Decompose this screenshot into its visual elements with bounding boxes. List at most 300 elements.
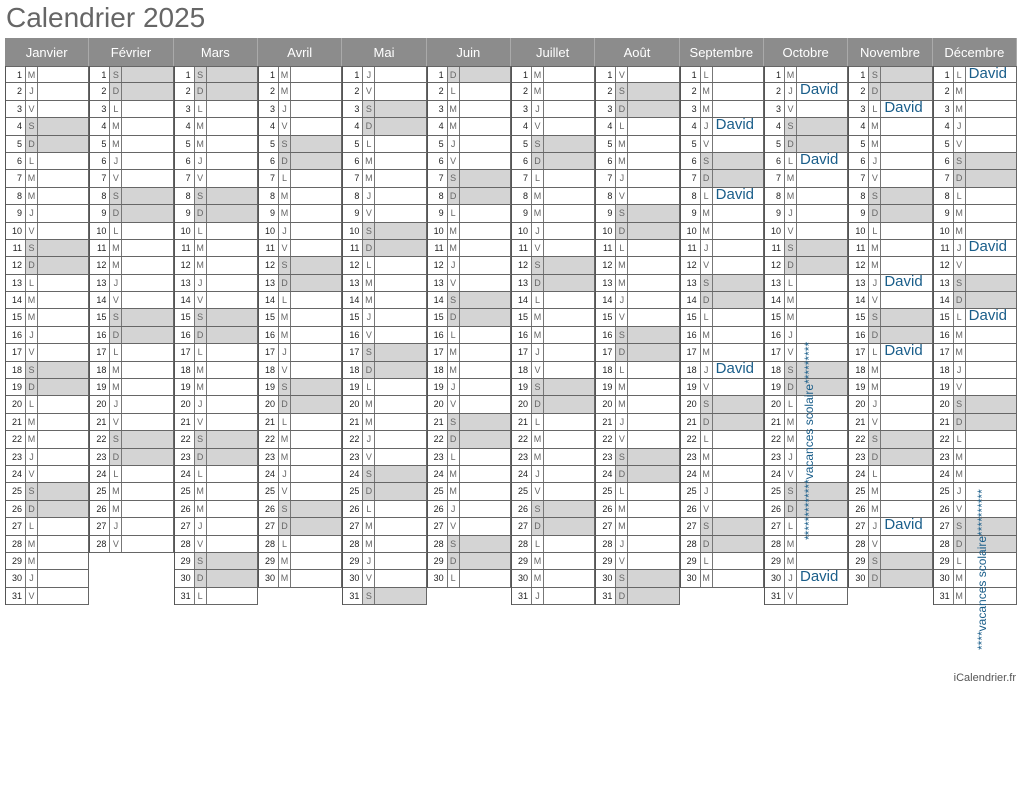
day-row[interactable]: [934, 66, 1017, 83]
day-note-space[interactable]: [713, 118, 763, 134]
day-note-space[interactable]: [797, 553, 847, 569]
day-row[interactable]: [596, 466, 679, 483]
day-note-space[interactable]: [207, 449, 257, 465]
day-row[interactable]: [428, 344, 511, 361]
day-note-space[interactable]: [291, 570, 341, 586]
day-row[interactable]: [343, 101, 426, 118]
day-note-space[interactable]: [207, 240, 257, 256]
day-row[interactable]: [175, 292, 258, 309]
day-note-space[interactable]: [375, 518, 425, 534]
day-row[interactable]: [596, 101, 679, 118]
day-row[interactable]: [343, 396, 426, 413]
day-note-space[interactable]: [38, 83, 88, 99]
day-note-space[interactable]: [628, 379, 678, 395]
day-row[interactable]: [6, 379, 89, 396]
day-row[interactable]: [428, 431, 511, 448]
day-note-space[interactable]: [544, 153, 594, 169]
day-note-space[interactable]: [544, 553, 594, 569]
day-row[interactable]: [6, 327, 89, 344]
day-row[interactable]: [175, 309, 258, 326]
day-note-space[interactable]: [122, 136, 172, 152]
day-row[interactable]: [259, 327, 342, 344]
day-note-space[interactable]: [38, 101, 88, 117]
day-row[interactable]: [596, 344, 679, 361]
day-note-space[interactable]: [713, 570, 763, 586]
day-row[interactable]: [681, 466, 764, 483]
day-row[interactable]: [428, 83, 511, 100]
day-row[interactable]: [934, 327, 1017, 344]
day-note-space[interactable]: [713, 327, 763, 343]
day-note-space[interactable]: [375, 292, 425, 308]
day-note-space[interactable]: [460, 309, 510, 325]
day-note-space[interactable]: [38, 327, 88, 343]
day-note-space[interactable]: [544, 223, 594, 239]
day-note-space[interactable]: [881, 449, 931, 465]
day-row[interactable]: [765, 170, 848, 187]
day-row[interactable]: [259, 292, 342, 309]
day-row[interactable]: [681, 327, 764, 344]
day-row[interactable]: [6, 362, 89, 379]
day-row[interactable]: [849, 518, 932, 535]
day-row[interactable]: [428, 170, 511, 187]
day-note-space[interactable]: [966, 237, 1016, 256]
day-note-space[interactable]: [38, 257, 88, 273]
day-row[interactable]: [6, 483, 89, 500]
day-note-space[interactable]: [122, 275, 172, 291]
day-note-space[interactable]: [460, 327, 510, 343]
day-row[interactable]: [681, 570, 764, 587]
day-note-space[interactable]: [628, 466, 678, 482]
day-row[interactable]: [681, 309, 764, 326]
day-row[interactable]: [175, 188, 258, 205]
day-note-space[interactable]: [713, 518, 763, 534]
day-row[interactable]: [596, 449, 679, 466]
day-row[interactable]: [259, 66, 342, 83]
day-row[interactable]: [175, 153, 258, 170]
day-note-space[interactable]: [460, 344, 510, 360]
day-note-space[interactable]: [207, 501, 257, 517]
day-note-space[interactable]: [460, 518, 510, 534]
day-note-space[interactable]: [966, 431, 1016, 447]
day-note-space[interactable]: [460, 292, 510, 308]
day-note-space[interactable]: [544, 118, 594, 134]
day-note-space[interactable]: [628, 536, 678, 552]
day-note-space[interactable]: [460, 118, 510, 134]
day-row[interactable]: [259, 553, 342, 570]
day-row[interactable]: [596, 205, 679, 222]
day-note-space[interactable]: [207, 223, 257, 239]
day-row[interactable]: [765, 309, 848, 326]
day-row[interactable]: [343, 240, 426, 257]
day-note-space[interactable]: [375, 136, 425, 152]
day-note-space[interactable]: [207, 483, 257, 499]
day-row[interactable]: [175, 240, 258, 257]
day-note-space[interactable]: [460, 257, 510, 273]
day-note-space[interactable]: [713, 309, 763, 325]
day-row[interactable]: [428, 379, 511, 396]
day-row[interactable]: [6, 431, 89, 448]
day-row[interactable]: [6, 449, 89, 466]
day-row[interactable]: [428, 518, 511, 535]
day-note-space[interactable]: [38, 67, 88, 82]
day-note-space[interactable]: [460, 396, 510, 412]
day-note-space[interactable]: [628, 553, 678, 569]
day-row[interactable]: [259, 153, 342, 170]
day-row[interactable]: [681, 379, 764, 396]
day-note-space[interactable]: [628, 431, 678, 447]
day-note-space[interactable]: [122, 379, 172, 395]
day-note-space[interactable]: [544, 483, 594, 499]
day-note-space[interactable]: [460, 536, 510, 552]
day-note-space[interactable]: [291, 67, 341, 82]
day-row[interactable]: [934, 237, 1017, 257]
day-row[interactable]: [512, 292, 595, 309]
day-row[interactable]: [6, 240, 89, 257]
day-note-space[interactable]: [881, 362, 931, 378]
day-note-space[interactable]: [291, 483, 341, 499]
day-row[interactable]: [6, 153, 89, 170]
day-note-space[interactable]: [375, 396, 425, 412]
day-note-space[interactable]: [207, 101, 257, 117]
day-note-space[interactable]: [460, 570, 510, 586]
day-note-space[interactable]: [797, 240, 847, 256]
day-row[interactable]: [512, 257, 595, 274]
day-note-space[interactable]: [966, 205, 1016, 221]
day-note-space[interactable]: [628, 414, 678, 430]
day-row[interactable]: [90, 431, 173, 448]
day-row[interactable]: [6, 83, 89, 100]
day-row[interactable]: [512, 170, 595, 187]
day-row[interactable]: [849, 292, 932, 309]
day-note-space[interactable]: [375, 414, 425, 430]
day-note-space[interactable]: [544, 292, 594, 308]
day-row[interactable]: [849, 240, 932, 257]
day-row[interactable]: [259, 83, 342, 100]
day-note-space[interactable]: [207, 83, 257, 99]
day-row[interactable]: [849, 223, 932, 240]
day-note-space[interactable]: [881, 379, 931, 395]
day-row[interactable]: [849, 431, 932, 448]
day-row[interactable]: [765, 292, 848, 309]
day-note-space[interactable]: [38, 240, 88, 256]
day-note-space[interactable]: [122, 536, 172, 552]
day-row[interactable]: [90, 275, 173, 292]
day-note-space[interactable]: [460, 136, 510, 152]
day-note-space[interactable]: [628, 483, 678, 499]
day-note-space[interactable]: [544, 501, 594, 517]
day-note-space[interactable]: [966, 553, 1016, 569]
day-row[interactable]: [596, 518, 679, 535]
day-note-space[interactable]: [207, 188, 257, 204]
day-note-space[interactable]: [291, 188, 341, 204]
day-note-space[interactable]: [713, 414, 763, 430]
day-note-space[interactable]: [122, 362, 172, 378]
day-note-space[interactable]: [544, 83, 594, 99]
day-row[interactable]: [90, 223, 173, 240]
day-row[interactable]: [259, 483, 342, 500]
day-note-space[interactable]: [207, 309, 257, 325]
day-note-space[interactable]: [713, 396, 763, 412]
day-note-space[interactable]: [966, 379, 1016, 395]
day-row[interactable]: [343, 83, 426, 100]
day-note-space[interactable]: [460, 483, 510, 499]
day-note-space[interactable]: [291, 536, 341, 552]
day-note-space[interactable]: [713, 379, 763, 395]
day-note-space[interactable]: [966, 153, 1016, 169]
day-row[interactable]: [175, 170, 258, 187]
day-note-space[interactable]: [122, 309, 172, 325]
day-row[interactable]: [849, 483, 932, 500]
day-row[interactable]: [849, 344, 932, 361]
day-row[interactable]: [343, 553, 426, 570]
day-note-space[interactable]: [797, 67, 847, 82]
day-row[interactable]: [343, 449, 426, 466]
day-note-space[interactable]: [207, 588, 257, 604]
day-row[interactable]: [934, 118, 1017, 135]
day-note-space[interactable]: [291, 170, 341, 186]
day-note-space[interactable]: [797, 150, 847, 169]
day-row[interactable]: [428, 118, 511, 135]
day-note-space[interactable]: [460, 431, 510, 447]
day-row[interactable]: [259, 240, 342, 257]
day-note-space[interactable]: [375, 257, 425, 273]
day-row[interactable]: [343, 518, 426, 535]
day-row[interactable]: [6, 570, 89, 587]
day-row[interactable]: [681, 359, 764, 379]
day-row[interactable]: [343, 414, 426, 431]
day-row[interactable]: [175, 327, 258, 344]
day-note-space[interactable]: [375, 223, 425, 239]
day-note-space[interactable]: [628, 118, 678, 134]
day-row[interactable]: [681, 185, 764, 205]
day-note-space[interactable]: [966, 570, 1016, 586]
day-note-space[interactable]: [713, 359, 763, 378]
day-note-space[interactable]: [713, 223, 763, 239]
day-note-space[interactable]: [207, 362, 257, 378]
day-row[interactable]: [849, 414, 932, 431]
day-note-space[interactable]: [375, 379, 425, 395]
day-row[interactable]: [765, 257, 848, 274]
day-row[interactable]: [175, 66, 258, 83]
day-note-space[interactable]: [375, 275, 425, 291]
day-row[interactable]: [512, 414, 595, 431]
day-note-space[interactable]: [628, 257, 678, 273]
day-row[interactable]: [512, 362, 595, 379]
day-note-space[interactable]: [628, 309, 678, 325]
day-note-space[interactable]: [713, 257, 763, 273]
day-row[interactable]: [934, 449, 1017, 466]
day-note-space[interactable]: [207, 536, 257, 552]
day-note-space[interactable]: [291, 223, 341, 239]
day-note-space[interactable]: [460, 379, 510, 395]
day-note-space[interactable]: [966, 466, 1016, 482]
day-row[interactable]: [343, 118, 426, 135]
day-note-space[interactable]: [713, 101, 763, 117]
day-row[interactable]: [175, 431, 258, 448]
day-note-space[interactable]: [38, 483, 88, 499]
day-row[interactable]: [6, 66, 89, 83]
day-row[interactable]: [681, 449, 764, 466]
day-note-space[interactable]: [628, 153, 678, 169]
day-row[interactable]: [175, 466, 258, 483]
day-note-space[interactable]: [207, 67, 257, 82]
day-note-space[interactable]: [207, 170, 257, 186]
day-row[interactable]: [6, 223, 89, 240]
day-row[interactable]: [596, 431, 679, 448]
day-note-space[interactable]: [881, 518, 931, 534]
day-row[interactable]: [6, 205, 89, 222]
day-note-space[interactable]: [375, 344, 425, 360]
day-row[interactable]: [934, 83, 1017, 100]
day-row[interactable]: [428, 449, 511, 466]
day-row[interactable]: [934, 170, 1017, 187]
day-row[interactable]: [428, 240, 511, 257]
day-row[interactable]: [428, 362, 511, 379]
day-row[interactable]: [90, 136, 173, 153]
day-note-space[interactable]: [628, 67, 678, 82]
day-note-space[interactable]: [797, 309, 847, 325]
day-note-space[interactable]: [38, 362, 88, 378]
day-note-space[interactable]: [544, 240, 594, 256]
day-row[interactable]: [6, 136, 89, 153]
day-note-space[interactable]: [207, 327, 257, 343]
day-note-space[interactable]: [797, 588, 847, 604]
day-row[interactable]: [6, 501, 89, 518]
day-row[interactable]: [512, 466, 595, 483]
day-note-space[interactable]: [291, 518, 341, 534]
day-note-space[interactable]: [544, 588, 594, 604]
day-note-space[interactable]: [544, 344, 594, 360]
day-note-space[interactable]: [966, 536, 1016, 552]
day-row[interactable]: [934, 396, 1017, 413]
day-row[interactable]: [596, 414, 679, 431]
day-row[interactable]: [681, 136, 764, 153]
day-note-space[interactable]: [122, 327, 172, 343]
day-row[interactable]: [175, 275, 258, 292]
day-row[interactable]: [428, 188, 511, 205]
day-note-space[interactable]: [38, 292, 88, 308]
day-note-space[interactable]: [797, 101, 847, 117]
day-row[interactable]: [175, 362, 258, 379]
day-row[interactable]: [90, 205, 173, 222]
day-note-space[interactable]: [544, 205, 594, 221]
day-row[interactable]: [934, 188, 1017, 205]
day-note-space[interactable]: [881, 118, 931, 134]
day-note-space[interactable]: [207, 344, 257, 360]
day-row[interactable]: [596, 379, 679, 396]
day-note-space[interactable]: [797, 205, 847, 221]
day-row[interactable]: [90, 188, 173, 205]
day-note-space[interactable]: [797, 223, 847, 239]
day-note-space[interactable]: [966, 309, 1016, 325]
day-note-space[interactable]: [291, 205, 341, 221]
day-note-space[interactable]: [544, 327, 594, 343]
day-note-space[interactable]: [291, 118, 341, 134]
day-note-space[interactable]: [881, 466, 931, 482]
day-row[interactable]: [428, 536, 511, 553]
day-row[interactable]: [6, 588, 89, 605]
day-row[interactable]: [90, 449, 173, 466]
day-row[interactable]: [849, 396, 932, 413]
day-note-space[interactable]: [628, 292, 678, 308]
day-note-space[interactable]: [713, 483, 763, 499]
day-row[interactable]: [259, 449, 342, 466]
day-note-space[interactable]: [375, 501, 425, 517]
day-note-space[interactable]: [38, 170, 88, 186]
day-row[interactable]: [428, 483, 511, 500]
day-row[interactable]: [596, 588, 679, 605]
day-row[interactable]: [681, 483, 764, 500]
day-row[interactable]: [849, 272, 932, 292]
day-note-space[interactable]: [713, 275, 763, 291]
day-note-space[interactable]: [207, 118, 257, 134]
day-row[interactable]: [6, 188, 89, 205]
day-note-space[interactable]: [713, 431, 763, 447]
day-row[interactable]: [90, 292, 173, 309]
day-row[interactable]: [259, 362, 342, 379]
day-row[interactable]: [849, 309, 932, 326]
day-row[interactable]: [934, 257, 1017, 274]
day-row[interactable]: [175, 570, 258, 587]
day-note-space[interactable]: [544, 67, 594, 82]
day-note-space[interactable]: [628, 396, 678, 412]
day-row[interactable]: [90, 396, 173, 413]
day-note-space[interactable]: [713, 344, 763, 360]
day-note-space[interactable]: [375, 362, 425, 378]
day-row[interactable]: [259, 518, 342, 535]
day-row[interactable]: [428, 292, 511, 309]
day-row[interactable]: [428, 327, 511, 344]
day-note-space[interactable]: [713, 153, 763, 169]
day-row[interactable]: [259, 136, 342, 153]
day-note-space[interactable]: [291, 292, 341, 308]
day-row[interactable]: [343, 344, 426, 361]
day-note-space[interactable]: [375, 431, 425, 447]
day-row[interactable]: [934, 101, 1017, 118]
day-note-space[interactable]: [966, 188, 1016, 204]
day-row[interactable]: [175, 379, 258, 396]
day-note-space[interactable]: [544, 170, 594, 186]
day-note-space[interactable]: [291, 501, 341, 517]
day-note-space[interactable]: [375, 153, 425, 169]
day-row[interactable]: [428, 414, 511, 431]
day-note-space[interactable]: [713, 67, 763, 82]
day-row[interactable]: [259, 344, 342, 361]
day-note-space[interactable]: [713, 83, 763, 99]
day-note-space[interactable]: [460, 67, 510, 82]
day-row[interactable]: [343, 223, 426, 240]
day-row[interactable]: [90, 170, 173, 187]
day-row[interactable]: [849, 466, 932, 483]
day-row[interactable]: [681, 518, 764, 535]
day-row[interactable]: [175, 83, 258, 100]
day-note-space[interactable]: [375, 466, 425, 482]
day-note-space[interactable]: [291, 257, 341, 273]
day-row[interactable]: [259, 188, 342, 205]
day-row[interactable]: [849, 570, 932, 587]
day-row[interactable]: [596, 136, 679, 153]
day-note-space[interactable]: [881, 309, 931, 325]
day-note-space[interactable]: [460, 362, 510, 378]
day-note-space[interactable]: [207, 205, 257, 221]
day-row[interactable]: [6, 344, 89, 361]
day-note-space[interactable]: [291, 466, 341, 482]
day-note-space[interactable]: [966, 118, 1016, 134]
day-note-space[interactable]: [122, 466, 172, 482]
day-row[interactable]: [512, 275, 595, 292]
day-row[interactable]: [259, 501, 342, 518]
day-row[interactable]: [765, 150, 848, 170]
